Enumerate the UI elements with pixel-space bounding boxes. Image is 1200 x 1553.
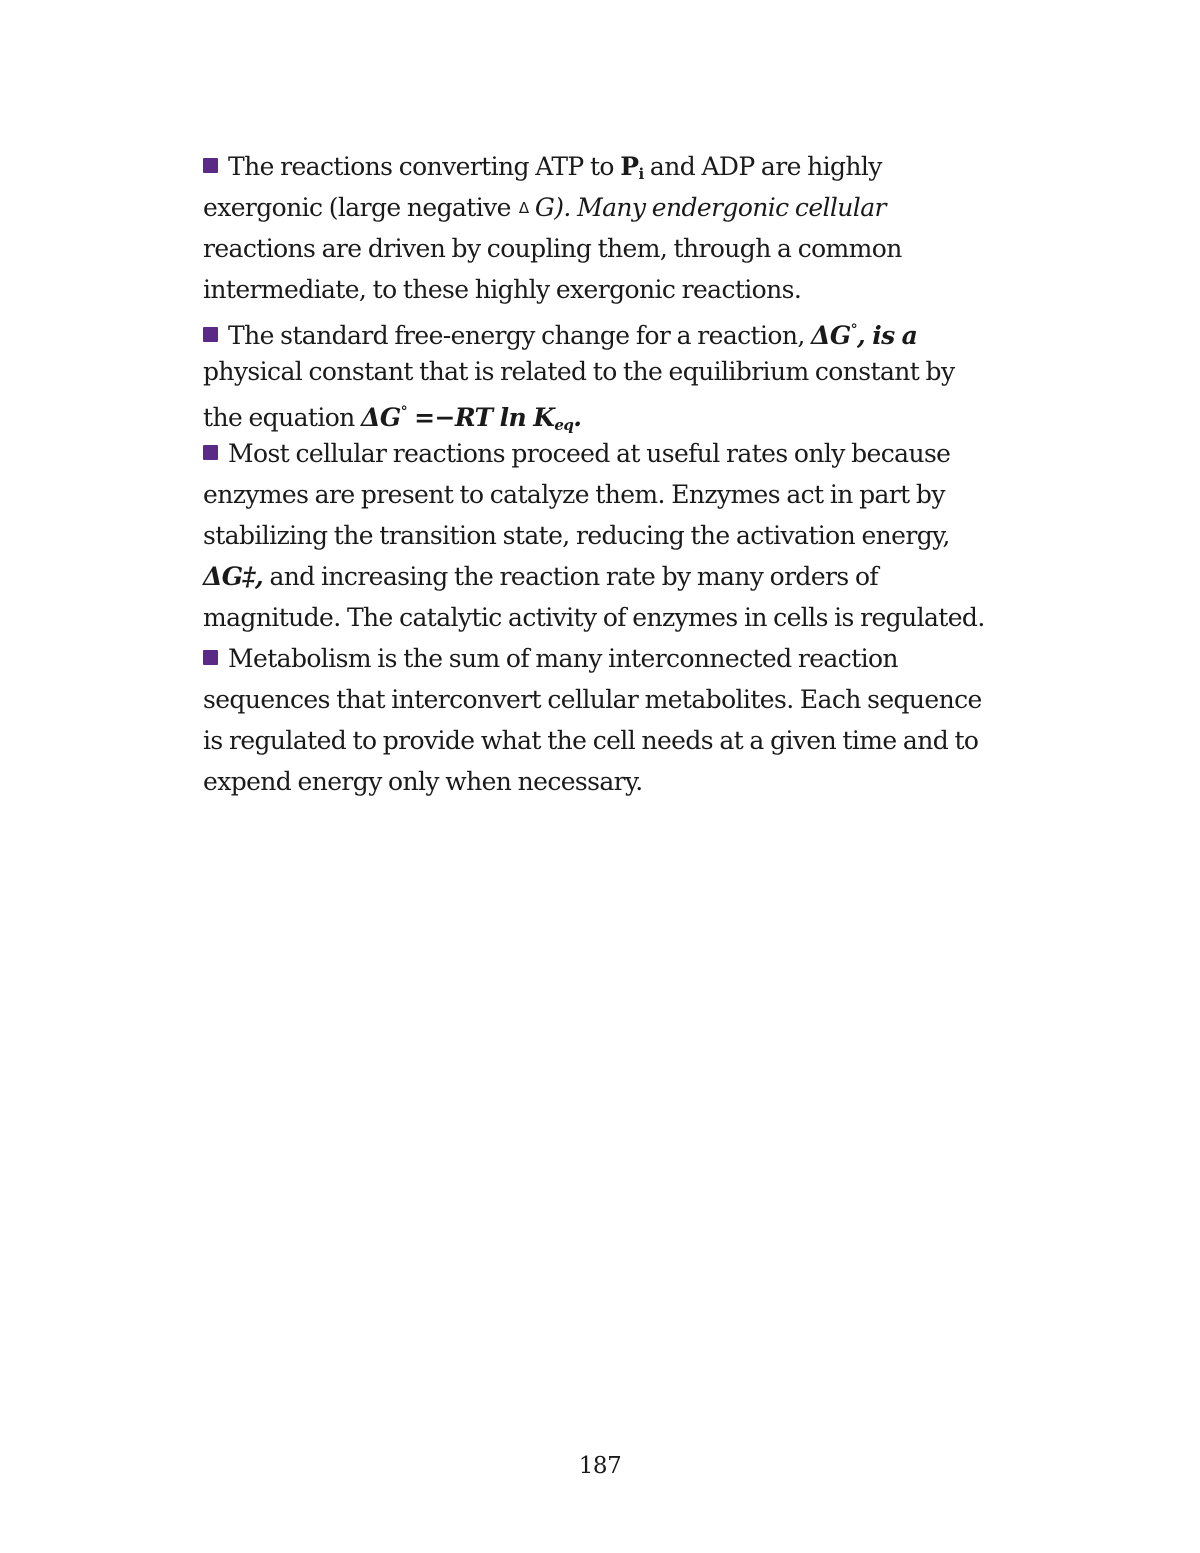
bullet-4-line-1: Metabolism is the sum of many interconnected reaction (203, 638, 998, 679)
square-bullet-icon (203, 327, 218, 342)
bullet-1-line-1: The reactions converting ATP to $P_i$ and ADP are highly (203, 146, 998, 187)
bullet-1-line-3: reactions are driven by coupling them, through a common (203, 234, 902, 263)
bullet-1-line-2: exergonic (large negative Δ G). Many endergonic cellular (203, 193, 886, 222)
bullet-1-line-4: intermediate, to these highly exergonic reactions. (203, 275, 802, 304)
square-bullet-icon (203, 158, 218, 173)
bullet-3-line-3: stabilizing the transition state, reducing the activation energy, (203, 521, 950, 550)
bullet-3-line-1: Most cellular reactions proceed at useful rates only because (203, 433, 998, 474)
bullet-4-line-2: sequences that interconvert cellular metabolites. Each sequence (203, 685, 982, 714)
bullet-2-line-3: the equation ΔG° =−RT $\ln K_{eq}$. (203, 403, 582, 434)
bullet-3-line-2: enzymes are present to catalyze them. Enzymes act in part by (203, 480, 945, 509)
activation-energy-symbol: ΔG‡, (203, 562, 264, 591)
square-bullet-icon (203, 650, 218, 665)
bullet-3-line-4: ΔG‡, and increasing the reaction rate by many orders of (203, 562, 879, 591)
square-bullet-icon (203, 445, 218, 460)
bullet-3-line-5: magnitude. The catalytic activity of enzymes in cells is regulated. (203, 603, 985, 632)
bullet-4-line-3: is regulated to provide what the cell needs at a given time and to (203, 726, 979, 755)
delta-symbol: Δ (518, 199, 529, 217)
page-number: 187 (578, 1453, 622, 1479)
free-energy-equation: ΔG° =−RT $\ln K_{eq}$. (361, 403, 582, 434)
bullet-2-line-1: The standard free-energy change for a reaction, ΔG°, is a (203, 310, 998, 351)
bullet-2-line-2: physical constant that is related to the equilibrium constant by (203, 357, 955, 386)
delta-g-standard: ΔG°, is a (811, 321, 918, 350)
summary-text (203, 146, 998, 802)
pi-symbol: $P_i$ (620, 152, 644, 183)
bullet-4-line-4: expend energy only when necessary. (203, 767, 643, 796)
